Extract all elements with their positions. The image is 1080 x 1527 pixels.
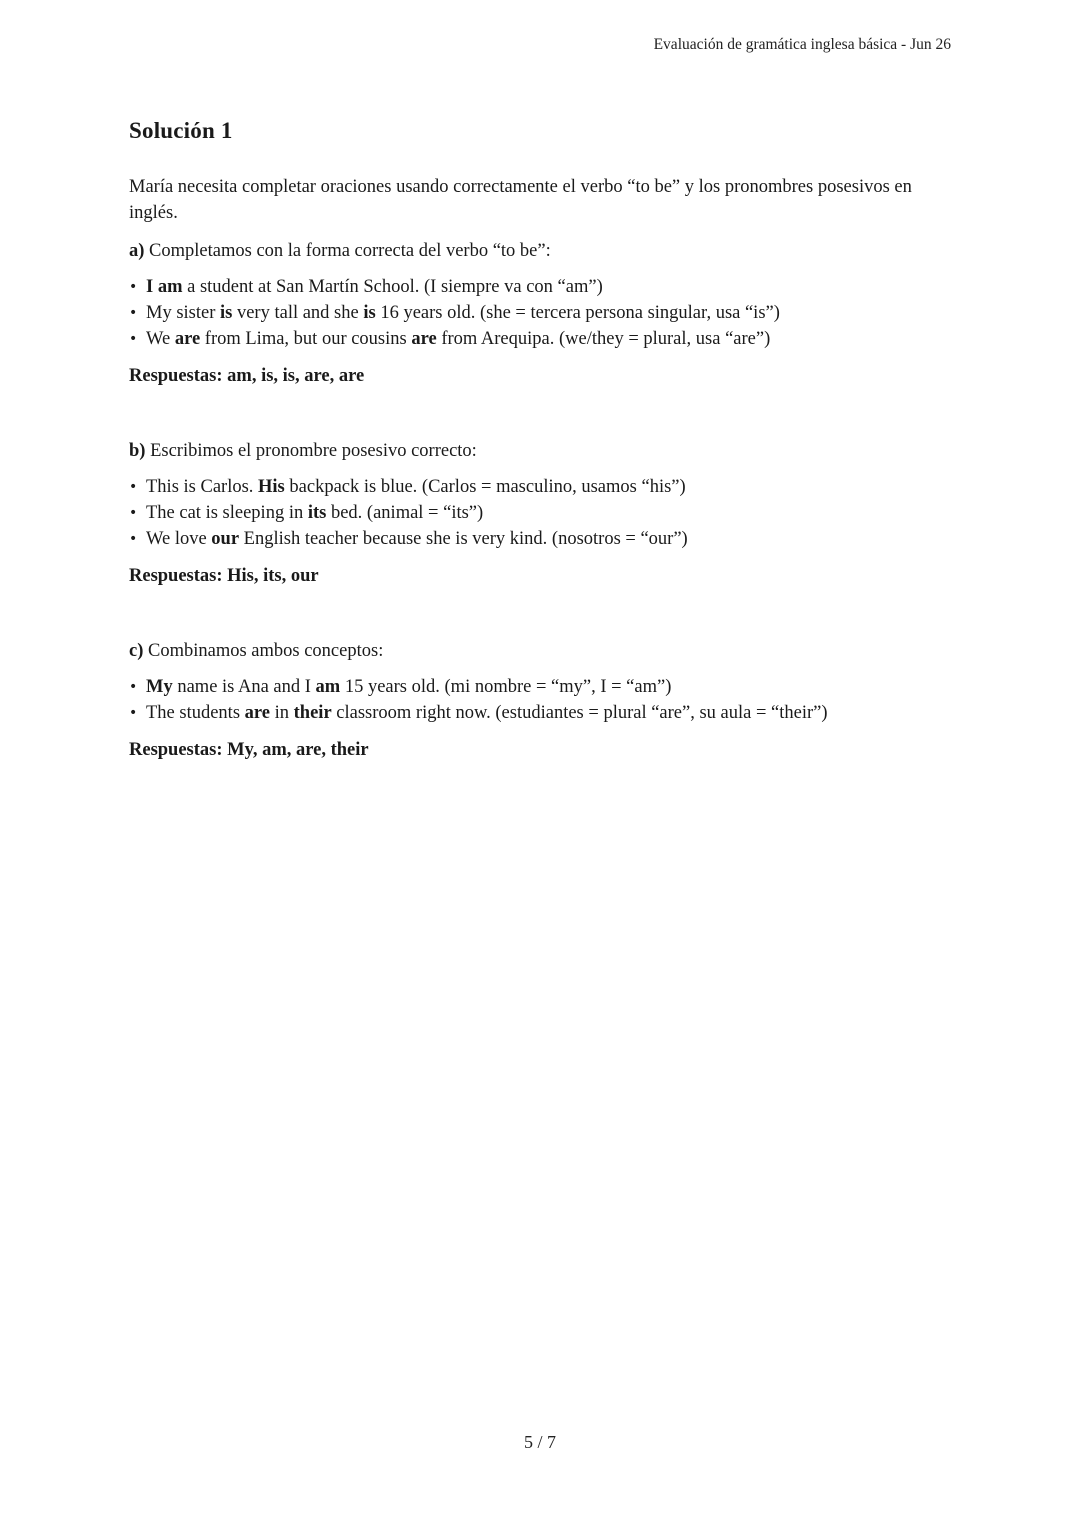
solution-intro: María necesita completar oraciones usando correctamente el verbo “to be” y los pronombres posesivos en inglés. bbox=[129, 177, 912, 223]
list-item bbox=[129, 326, 953, 352]
item-text: The students bbox=[146, 703, 245, 723]
section-b-answer: Respuestas: His, its, our bbox=[129, 566, 319, 586]
solution-heading: Solución 1 bbox=[129, 118, 233, 143]
item-text: a student at San Martín School. (I siempre va con “am”) bbox=[182, 277, 603, 297]
section-a-label: a) bbox=[129, 241, 145, 261]
list-item bbox=[129, 500, 953, 526]
item-text: name is Ana and I bbox=[172, 677, 316, 697]
section-c-list bbox=[129, 674, 953, 726]
list-item bbox=[129, 700, 953, 726]
section-c-answer: Respuestas: My, am, are, their bbox=[129, 740, 369, 760]
item-text: 16 years old. (she = tercera persona singular, usa “is”) bbox=[375, 303, 780, 323]
item-text: classroom right now. (estudiantes = plural “are”, su aula = “their”) bbox=[331, 703, 828, 723]
section-b-label: b) bbox=[129, 441, 146, 461]
item-text: My sister bbox=[146, 303, 220, 323]
section-b-list bbox=[129, 474, 953, 552]
section-c-label: c) bbox=[129, 641, 144, 661]
item-text: backpack is blue. (Carlos = masculino, usamos “his”) bbox=[284, 477, 686, 497]
section-a-instruction-text: Completamos con la forma correcta del verbo “to be”: bbox=[149, 241, 551, 261]
item-text: from Arequipa. (we/they = plural, usa “are”) bbox=[436, 329, 771, 349]
section-b-instruction bbox=[129, 438, 953, 464]
section-b-instruction-text: Escribimos el pronombre posesivo correcto: bbox=[150, 441, 477, 461]
page-number: 5 / 7 bbox=[523, 1432, 556, 1452]
bold-answer: am bbox=[315, 677, 341, 697]
section-a bbox=[129, 238, 953, 389]
item-text: bed. (animal = “its”) bbox=[326, 503, 484, 523]
bold-answer: are bbox=[174, 329, 201, 349]
bold-answer: our bbox=[211, 529, 240, 549]
bold-answer: its bbox=[307, 503, 327, 523]
item-text: We love bbox=[146, 529, 212, 549]
item-text: from Lima, but our cousins bbox=[200, 329, 412, 349]
solution-content bbox=[129, 118, 953, 763]
item-text: English teacher because she is very kind. (nosotros = “our”) bbox=[239, 529, 688, 549]
bold-answer: their bbox=[293, 703, 332, 723]
section-a-list bbox=[129, 274, 953, 352]
list-item bbox=[129, 300, 953, 326]
bold-answer: are bbox=[411, 329, 437, 349]
bold-answer: are bbox=[244, 703, 270, 723]
section-a-answer: Respuestas: am, is, is, are, are bbox=[129, 366, 365, 386]
item-text: The cat is sleeping in bbox=[146, 503, 308, 523]
bold-answer: His bbox=[258, 477, 285, 497]
bold-answer: My bbox=[146, 677, 173, 697]
bold-answer: I am bbox=[146, 277, 183, 297]
list-item bbox=[129, 474, 953, 500]
item-text: This is Carlos. bbox=[146, 477, 259, 497]
item-text: We bbox=[146, 329, 175, 349]
item-text: in bbox=[270, 703, 294, 723]
bold-answer: is bbox=[220, 303, 233, 323]
list-item bbox=[129, 526, 953, 552]
bold-answer: is bbox=[363, 303, 376, 323]
list-item bbox=[129, 674, 953, 700]
item-text: very tall and she bbox=[232, 303, 364, 323]
item-text: 15 years old. (mi nombre = “my”, I = “am”) bbox=[340, 677, 672, 697]
section-c-instruction-text: Combinamos ambos conceptos: bbox=[148, 641, 384, 661]
section-b bbox=[129, 438, 953, 589]
section-c-instruction bbox=[129, 638, 953, 664]
section-a-instruction bbox=[129, 238, 953, 264]
section-c bbox=[129, 638, 953, 763]
page-header-title: Evaluación de gramática inglesa básica - Jun 26 bbox=[653, 36, 951, 53]
list-item bbox=[129, 274, 953, 300]
